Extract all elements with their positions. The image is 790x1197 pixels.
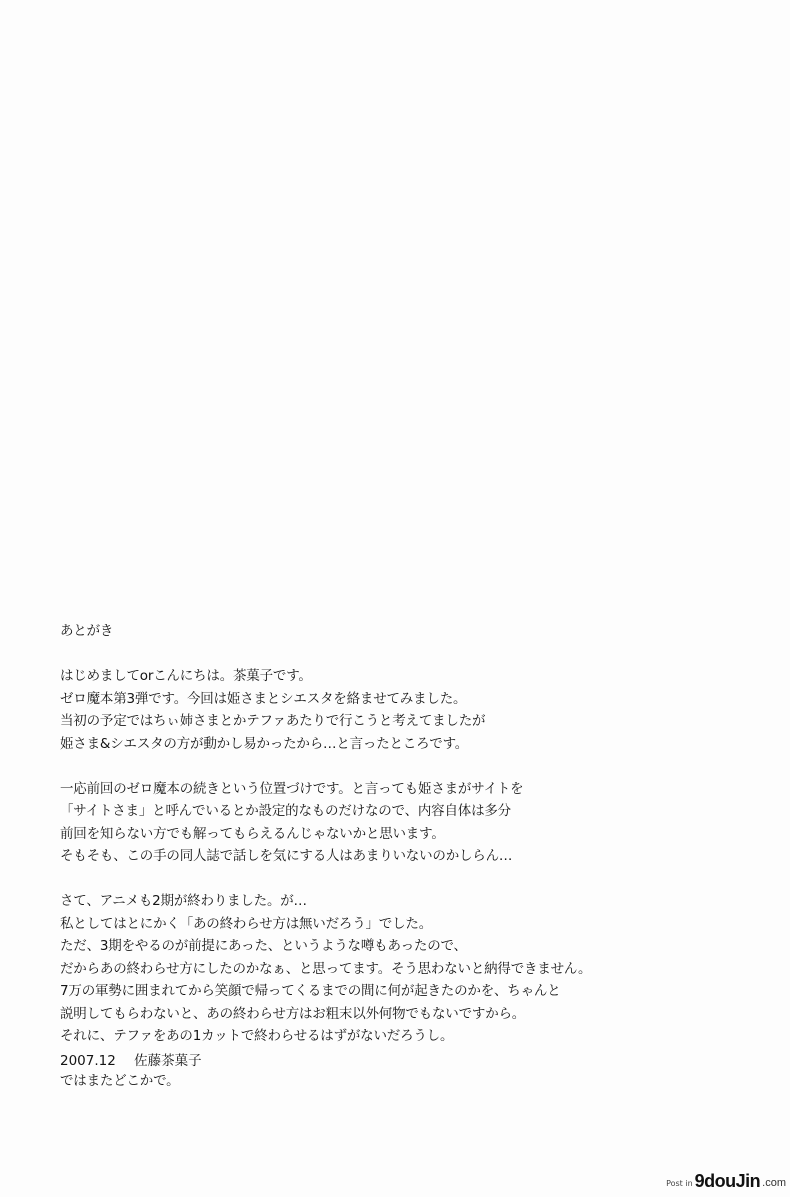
text-line: 私としてはとにかく「あの終わらせ方は無いだろう」でした。 <box>60 915 432 932</box>
watermark-prefix: Post in <box>666 1179 693 1188</box>
text-line: はじめましてorこんにちは。茶菓子です。 <box>60 668 312 684</box>
paragraph-intro <box>60 665 680 755</box>
text-line: だからあの終わらせ方にしたのかなぁ、と思ってます。そう思わないと納得できません。 <box>60 960 592 977</box>
text-line: ゼロ魔本第3弾です。今回は姫さまとシエスタを絡ませてみました。 <box>60 690 467 707</box>
text-line: それに、テファをあの1カットで終わらせるはずがないだろうし。 <box>60 1028 454 1044</box>
text-line: 一応前回のゼロ魔本の続きという位置づけです。と言っても姫さまがサイトを <box>60 780 524 797</box>
paragraph-anime <box>60 890 680 1048</box>
paragraph-context <box>60 778 680 868</box>
watermark-domain: .com <box>762 1177 786 1189</box>
text-line: 当初の予定ではちぃ姉さまとかテファあたりで行こうと考えてましたが <box>60 713 486 729</box>
watermark-brand: 9douJin <box>694 1171 761 1191</box>
signature <box>60 1050 202 1072</box>
paragraph-spacer <box>60 868 680 891</box>
afterword-text <box>60 620 680 1093</box>
text-line: ではまたどこかで。 <box>60 1073 180 1089</box>
text-line: さて、アニメも2期が終わりました。が… <box>60 893 307 909</box>
text-line: 前回を知らない方でも解ってもらえるんじゃないかと思います。 <box>60 825 445 842</box>
text-line: 姫さま&シエスタの方が動かし易かったから…と言ったところです。 <box>60 735 469 752</box>
paragraph-spacer <box>60 755 680 778</box>
signature-author: 佐藤茶菓子 <box>134 1053 202 1069</box>
text-line: 「サイトさま」と呼んでいるとか設定的なものだけなので、内容自体は多分 <box>60 803 511 819</box>
text-line: ただ、3期をやるのが前提にあった、というような噂もあったので、 <box>60 938 467 954</box>
text-line: 説明してもらわないと、あの終わらせ方はお粗末以外何物でもないですから。 <box>60 1005 526 1022</box>
afterword-heading: あとがき <box>60 623 114 639</box>
signature-date: 2007.12 <box>60 1053 116 1069</box>
text-line: そもそも、この手の同人誌で話しを気にする人はあまりいないのかしらん… <box>60 848 513 864</box>
paragraph-spacer <box>60 643 680 666</box>
paragraph-closing <box>60 1070 680 1093</box>
text-line: 7万の軍勢に囲まれてから笑顔で帰ってくるまでの間に何が起きたのかを、ちゃんと <box>60 983 561 999</box>
site-watermark <box>666 1169 786 1191</box>
